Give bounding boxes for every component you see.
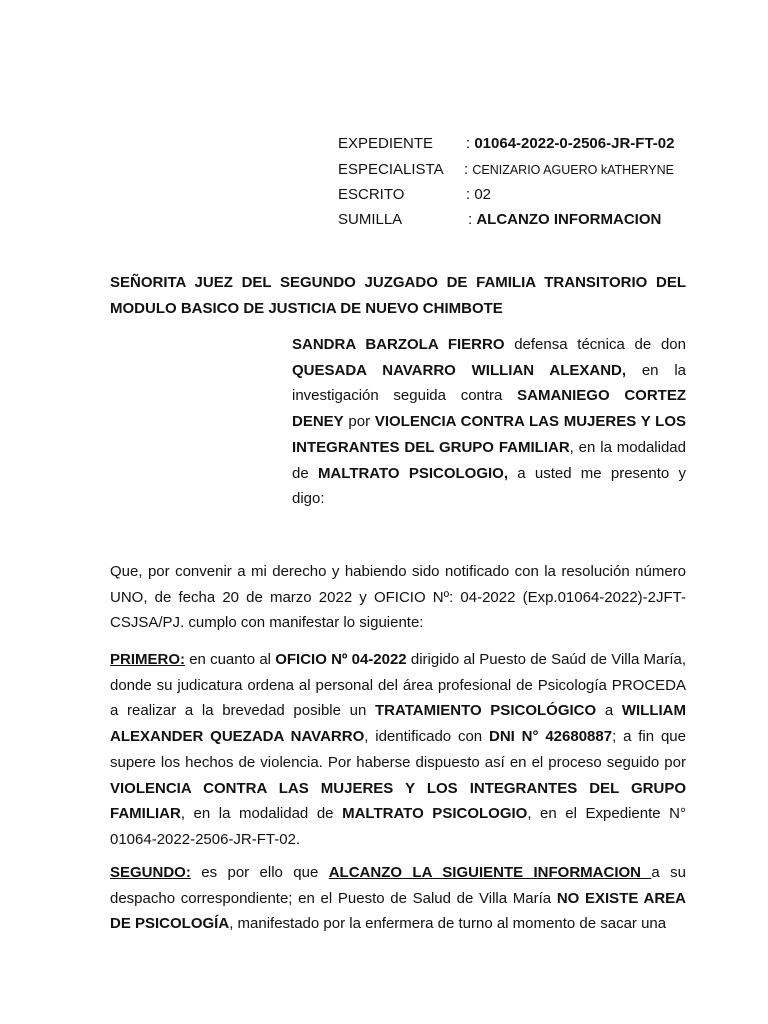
primero-text-7: , en el Expediente N° 01064-2022-2506-JR-FT-02. (110, 805, 687, 848)
especialista-value: CENIZARIO AGUERO kATHERYNE (472, 163, 674, 177)
segundo-heading: SEGUNDO: (110, 864, 191, 881)
header-escrito (338, 185, 492, 205)
expediente-value: 01064-2022-0-2506-JR-FT-02 (474, 135, 675, 152)
escrito-label: ESCRITO (338, 186, 405, 203)
primero-modality: MALTRATO PSICOLOGIO (342, 805, 528, 823)
header-expediente (338, 134, 675, 154)
intro-text-4: , en la modalidad de (292, 438, 686, 482)
header-especialista (338, 160, 674, 180)
intro-text-1: defensa técnica de don (504, 336, 686, 353)
header-sumilla (338, 210, 662, 230)
primero-text-5: ; a fin que supere los hechos de violencia. Por haberse dispuesto así en el proceso seguido por (110, 728, 686, 771)
oficio-ref: OFICIO Nº 04-2022 (275, 651, 407, 668)
intro-text-5: a usted me presento y digo: (292, 464, 686, 508)
addressee-line-1: SEÑORITA JUEZ DEL SEGUNDO JUZGADO DE FAMILIA TRANSITORIO DEL (110, 274, 686, 291)
primero-text-4: , identificado con (364, 728, 489, 746)
offense-name: VIOLENCIA CONTRA LAS MUJERES Y LOS INTEGRANTES DEL GRUPO FAMILIAR (292, 413, 687, 456)
segundo-paragraph (110, 860, 686, 937)
defendant-name: SAMANIEGO CORTEZ DENEY (292, 387, 686, 431)
primero-text-6: , en la modalidad de (180, 805, 343, 823)
primero-paragraph (110, 647, 686, 853)
addressee-line-2: MODULO BASICO DE JUSTICIA DE NUEVO CHIMBOTE (110, 300, 503, 317)
addressee (110, 270, 686, 322)
segundo-text-1: es por ello que (190, 864, 329, 881)
author-name: SANDRA BARZOLA FIERRO (292, 336, 505, 353)
dni-number: DNI N° 42680887 (489, 728, 613, 746)
person-name: WILLIAM ALEXANDER QUEZADA NAVARRO (110, 702, 686, 746)
expediente-value-wrap: : 01064-2022-0-2506-JR-FT-02 (466, 135, 675, 152)
primero-text-1: en cuanto al (185, 651, 276, 668)
escrito-value: 02 (474, 186, 492, 203)
escrito-value-wrap: : 02 (466, 186, 492, 203)
modality-name: MALTRATO PSICOLOGIO, (317, 464, 509, 482)
sumilla-label: SUMILLA (338, 211, 403, 228)
client-name: QUESADA NAVARRO WILLIAN ALEXAND, (292, 361, 627, 379)
primero-heading: PRIMERO: (110, 651, 185, 668)
segundo-text-2: a su despacho correspondiente; en el Puesto de Salud de Villa María (110, 864, 686, 907)
segundo-text-3: , manifestado por la enfermera de turno al momento de sacar una (229, 915, 667, 933)
primero-offense: VIOLENCIA CONTRA LAS MUJERES Y LOS INTEGRANTES DEL GRUPO FAMILIAR (110, 779, 686, 823)
segundo-action: ALCANZO LA SIGUIENTE INFORMACION (328, 864, 652, 881)
intro-paragraph (292, 332, 686, 512)
segundo-finding: NO EXISTE AREA DE PSICOLOGÍA (110, 889, 686, 933)
sumilla-value-wrap: : ALCANZO INFORMACION (468, 211, 662, 228)
primero-text-3: a (596, 702, 622, 720)
intro-text-2: en la investigación seguida contra (292, 361, 686, 405)
treatment-name: TRATAMIENTO PSICOLÓGICO (374, 702, 597, 720)
sumilla-value: ALCANZO INFORMACION (476, 211, 662, 228)
primero-text-2: dirigido al Puesto de Saúd de Villa María, donde su judicatura ordena al personal del área profesional de Psicología PROCEDA a realizar a la brevedad posible un (110, 651, 686, 720)
expediente-label: EXPEDIENTE (338, 135, 434, 152)
especialista-value-wrap: : CENIZARIO AGUERO kATHERYNE (464, 161, 674, 178)
especialista-label: ESPECIALISTA (338, 161, 444, 178)
opening-paragraph: Que, por convenir a mi derecho y habiendo sido notificado con la resolución número UNO, de fecha 20 de marzo 2022 y OFICIO Nº: 04-2022 (Exp.01064-2022)-2JFT-CSJSA/PJ. cumplo con manifestar lo siguiente: (110, 563, 686, 632)
intro-text-3: por (343, 413, 375, 431)
